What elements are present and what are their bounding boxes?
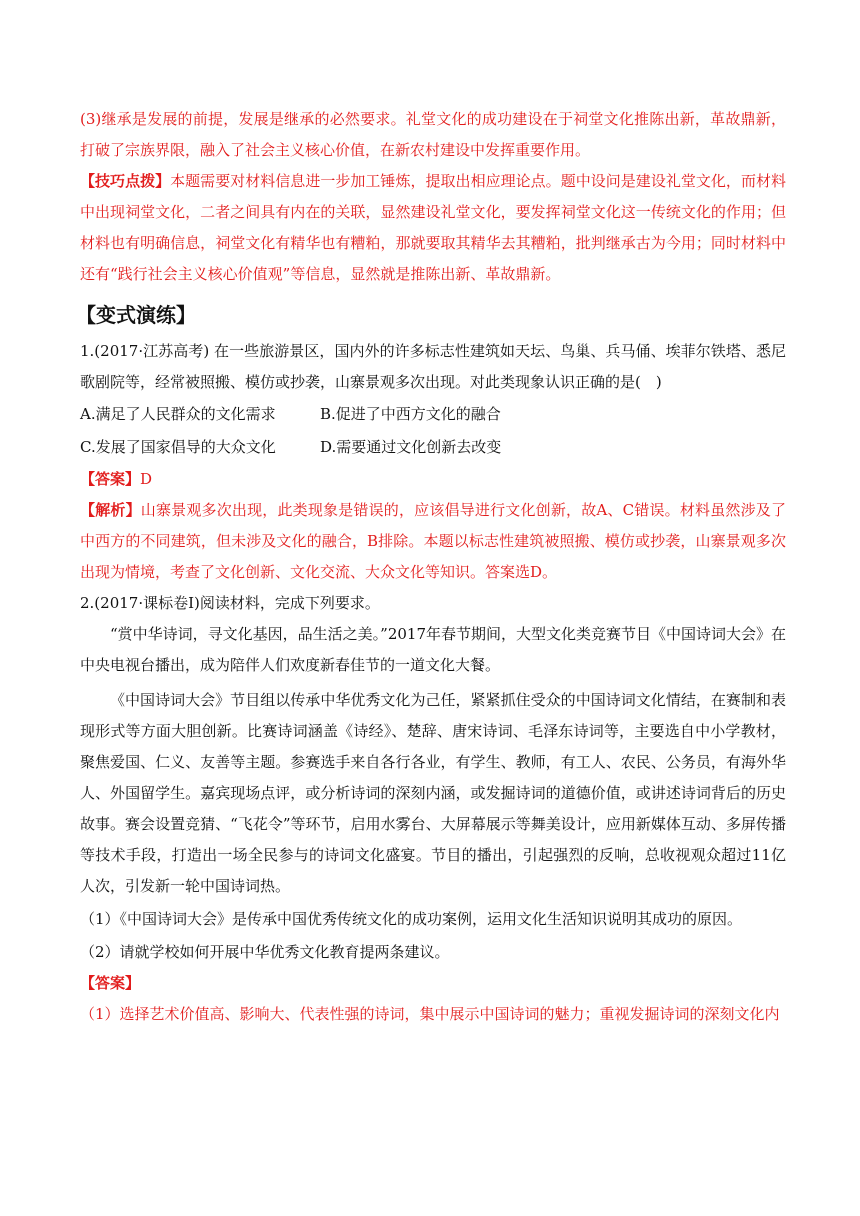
tips-text: 本题需要对材料信息进一步加工锤炼，提取出相应理论点。题中设问是建设礼堂文化，而材料中出现祠堂文化，二者之间具有内在的关联，显然建设礼堂文化，要发挥祠堂文化这一传统文化的作用；但材料也有明确信息，祠堂文化有精华也有糟粕，那就要取其精华去其糟粕，批判继承古为今用；同时材料中还有“践行社会主义核心价值观”等信息，显然就是推陈出新、革故鼎新。 [80,172,786,283]
q1-option-b: B.促进了中西方文化的融合 [320,405,501,423]
q1-options-row-1 [80,398,786,431]
q2-answer-label: 【答案】 [80,974,141,992]
q2-requirement-1: （1）《中国诗词大会》是传承中国优秀传统文化的成功案例，运用文化生活知识说明其成功的原因。 [80,910,743,928]
q1-option-c: C.发展了国家倡导的大众文化 [80,438,276,456]
q2-answer-line-1: （1）选择艺术价值高、影响大、代表性强的诗词，集中展示中国诗词的魅力；重视发掘诗词的深刻文化内 [80,1005,780,1023]
q1-answer-label: 【答案】 [80,470,141,488]
q2-material-para-2: 《中国诗词大会》节目组以传承中华优秀文化为己任，紧紧抓住受众的中国诗词文化情结，在赛制和表现形式等方面大胆创新。比赛诗词涵盖《诗经》、楚辞、唐宋诗词、毛泽东诗词等，主要选自中小学教材，聚焦爱国、仁义、友善等主题。参赛选手来自各行各业，有学生、教师，有工人、农民、公务员，有海外华人、外国留学生。嘉宾现场点评，或分析诗词的深刻内涵，或发掘诗词的道德价值，或讲述诗词背后的历史故事。赛会设置竞猜、“飞花令”等环节，启用水雾台、大屏幕展示等舞美设计，应用新媒体互动、多屏传播等技术手段，打造出一场全民参与的诗词文化盛宴。节目的播出，引起强烈的反响，总收视观众超过11亿人次，引发新一轮中国诗词热。 [80,691,786,895]
q1-analysis [80,495,786,588]
q1-stem: 1.(2017·江苏高考) 在一些旅游景区，国内外的许多标志性建筑如天坛、鸟巢、兵马俑、埃菲尔铁塔、悉尼歌剧院等，经常被照搬、模仿或抄袭，山寨景观多次出现。对此类现象认识正确的是( ) [80,342,786,391]
q1-analysis-text: 山寨景观多次出现，此类现象是错误的，应该倡导进行文化创新，故A、C错误。材料虽然涉及了中西方的不同建筑，但未涉及文化的融合，B排除。本题以标志性建筑被照搬、模仿或抄袭，山寨景观多次出现为情境，考查了文化创新、文化交流、大众文化等知识。答案选D。 [80,501,786,581]
document-content [76,104,787,1030]
q2-material-para-1: “赏中华诗词，寻文化基因，品生活之美。”2017年春节期间，大型文化类竞赛节目《中国诗词大会》在中央电视台播出，成为陪伴人们欢度新春佳节的一道文化大餐。 [80,625,787,674]
q1-option-a: A.满足了人民群众的文化需求 [80,405,276,423]
q1-analysis-label: 【解析】 [80,501,141,519]
q1-option-d: D.需要通过文化创新去改变 [320,438,502,456]
tips-paragraph [80,166,786,290]
q2-requirement-2: （2）请就学校如何开展中华优秀文化教育提两条建议。 [80,943,450,961]
section-heading: 【变式演练】 [76,303,196,327]
intro-point-3: (3)继承是发展的前提，发展是继承的必然要求。礼堂文化的成功建设在于祠堂文化推陈出新，革故鼎新，打破了宗族界限，融入了社会主义核心价值，在新农村建设中发挥重要作用。 [80,110,786,159]
tips-label: 【技巧点拨】 [80,172,171,190]
q1-answer [80,464,786,495]
q1-answer-value: D [140,470,153,488]
q1-options-row-2 [80,431,786,464]
q2-answer-heading [80,968,786,999]
q2-stem: 2.(2017·课标卷Ⅰ)阅读材料，完成下列要求。 [80,594,380,612]
